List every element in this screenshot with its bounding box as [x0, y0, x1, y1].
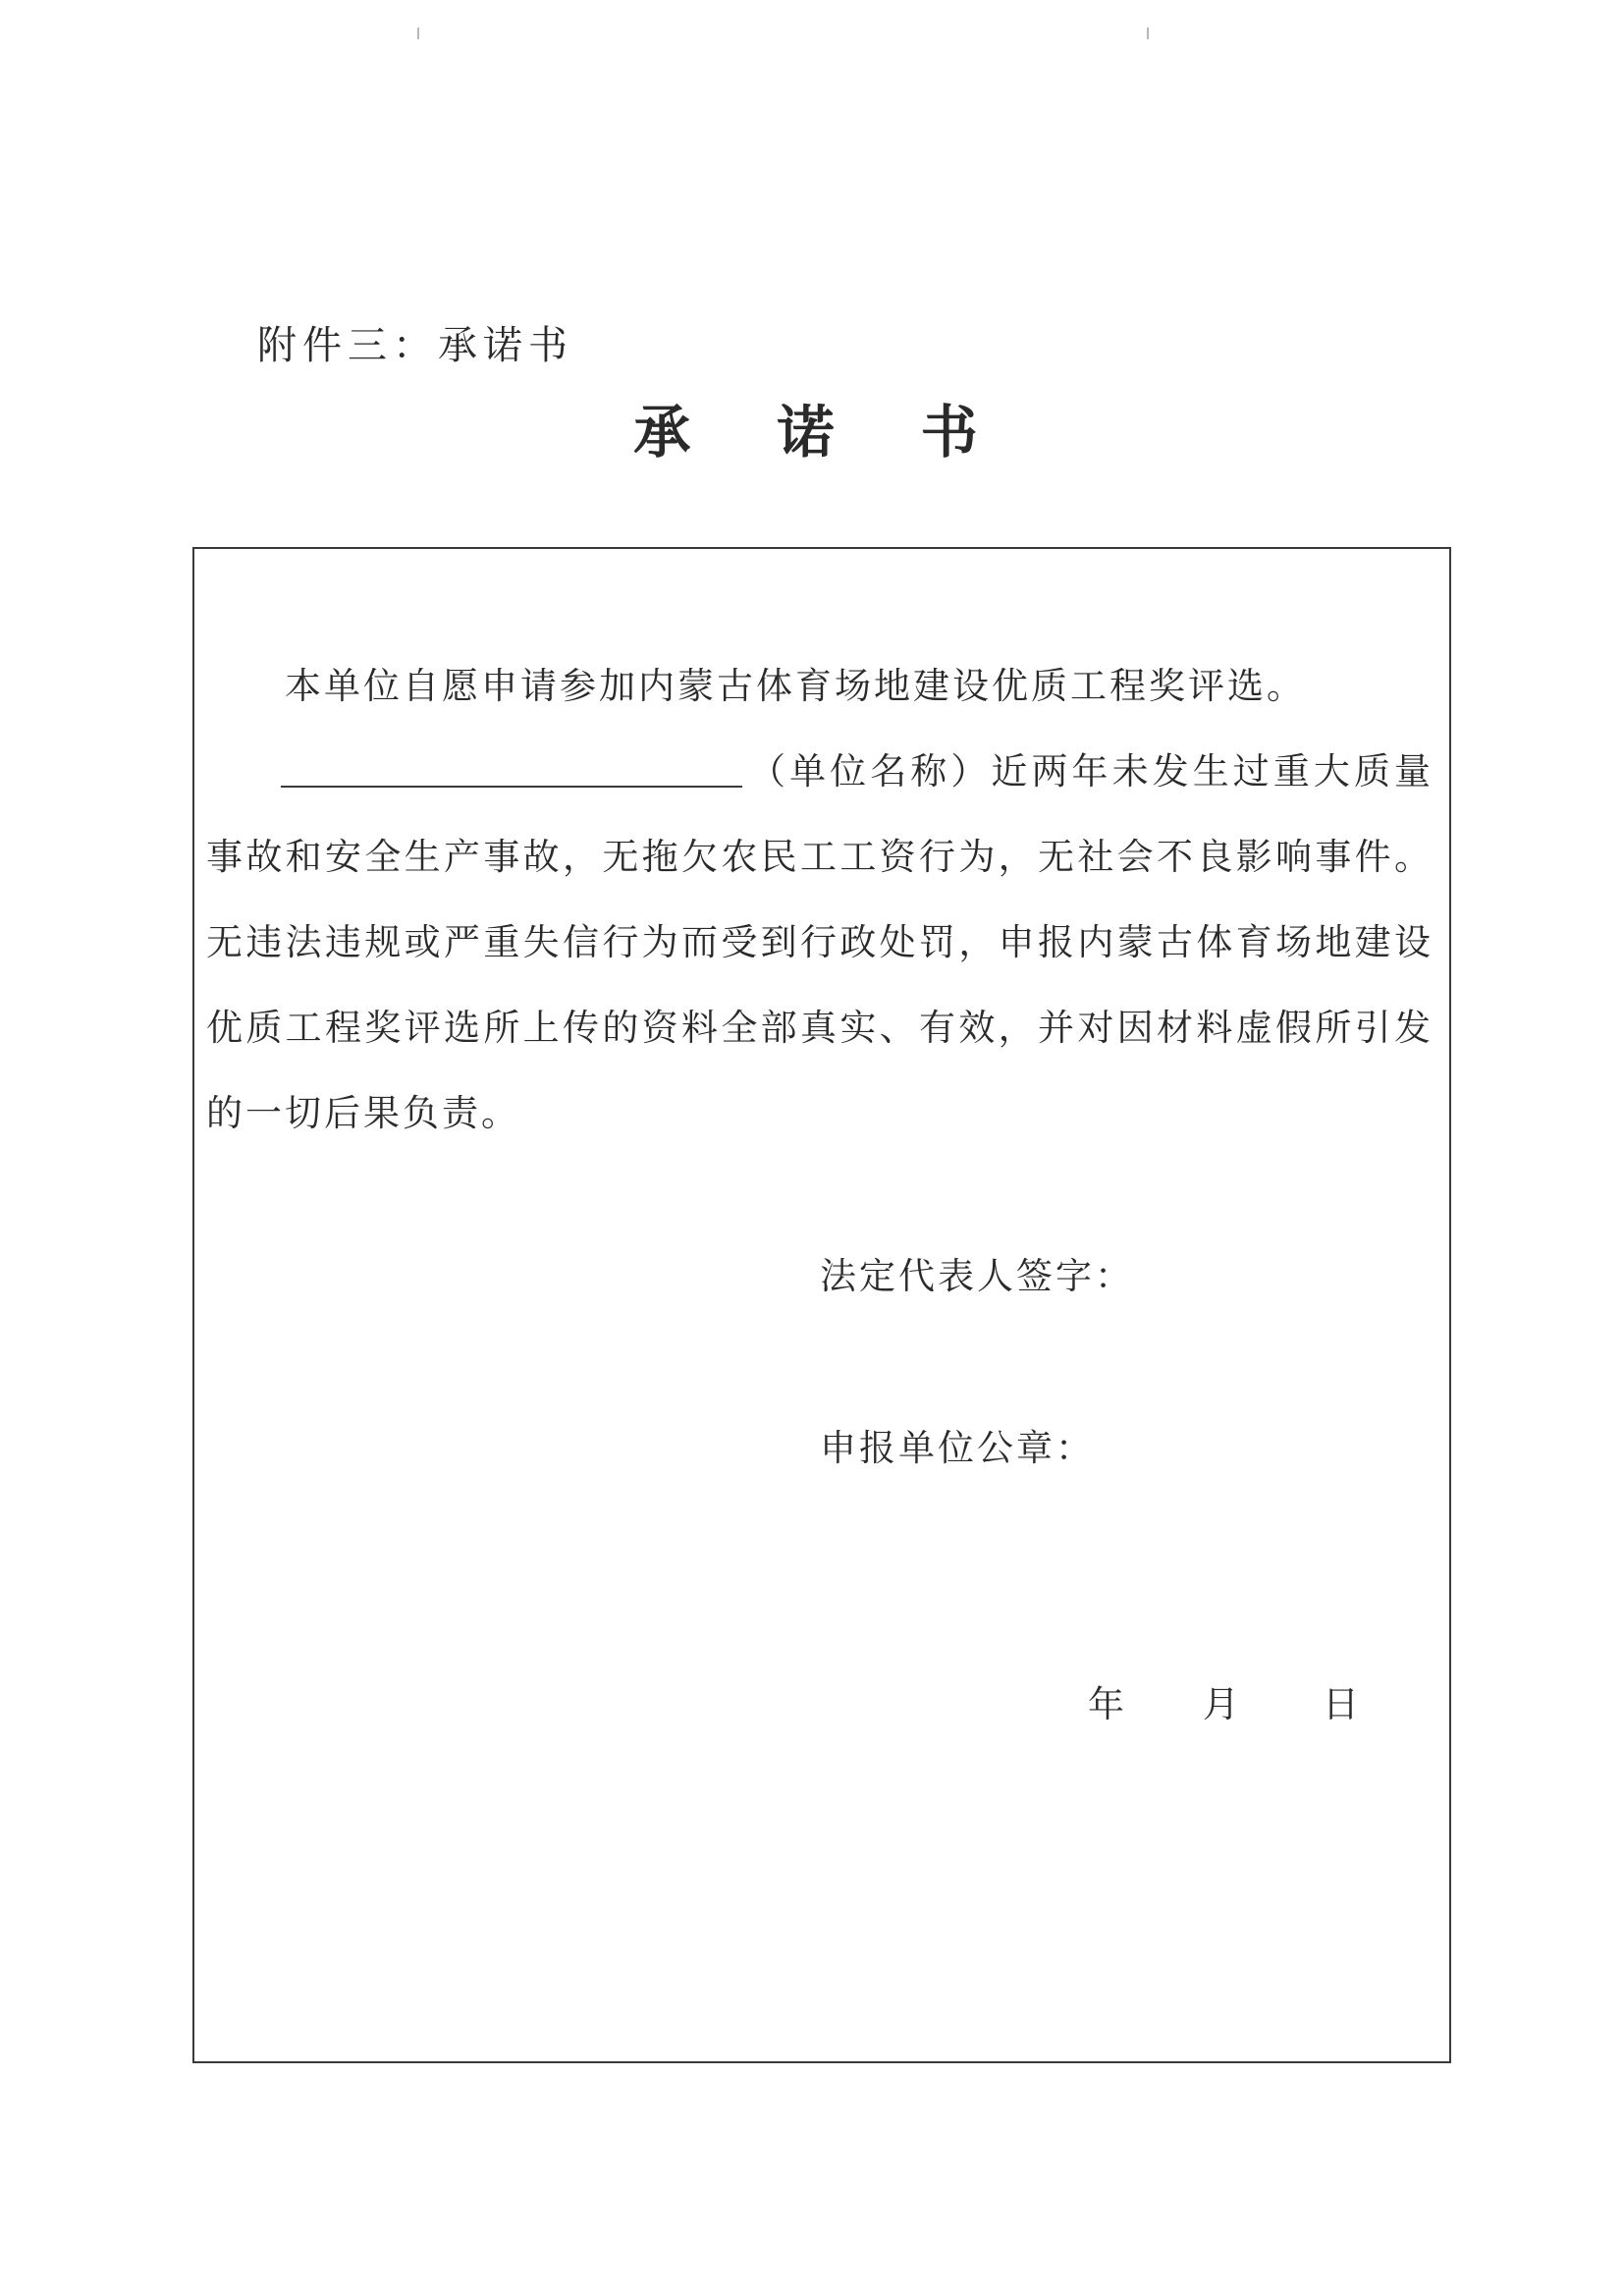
date-day-label: 日 — [1323, 1683, 1359, 1725]
scan-mark-left — [417, 27, 419, 39]
commitment-paragraph-1: 本单位自愿申请参加内蒙古体育场地建设优质工程奖评选。 — [285, 665, 1306, 707]
unit-name-blank[interactable] — [281, 746, 742, 788]
commitment-paragraph-2 — [206, 729, 1434, 1156]
attachment-label: 附件三：承诺书 — [257, 323, 573, 368]
scan-mark-right — [1147, 27, 1149, 39]
date-month-label: 月 — [1203, 1683, 1239, 1725]
commitment-paragraph-2-text: （单位名称）近两年未发生过重大质量事故和安全生产事故，无拖欠农民工工资行为，无社会不良影响事件。无违法违规或严重失信行为而受到行政处罚，申报内蒙古体育场地建设优质工程奖评选所上传的资料全部真实、有效，并对因材料虚假所引发的一切后果负责。 — [206, 750, 1434, 1134]
document-title: 承 诺 书 — [633, 399, 1011, 465]
legal-representative-signature-label: 法定代表人签字： — [820, 1255, 1134, 1297]
unit-seal-label: 申报单位公章： — [820, 1427, 1095, 1469]
commitment-body — [206, 643, 1434, 1156]
date-year-label: 年 — [1088, 1683, 1124, 1725]
